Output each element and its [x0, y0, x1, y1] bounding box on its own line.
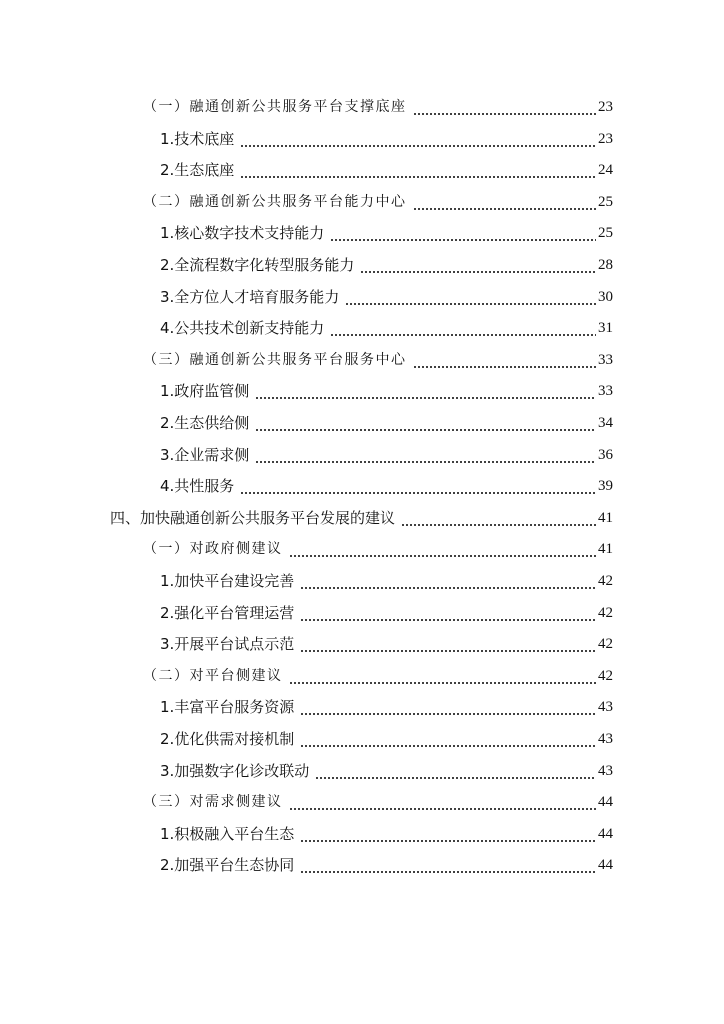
toc-entry-title: （三）对需求侧建议 — [143, 794, 283, 810]
toc-entry[interactable] — [143, 346, 613, 370]
toc-entry-page-number: 41 — [598, 510, 613, 526]
toc-entry-title: 4.共性服务 — [160, 477, 235, 495]
toc-entry[interactable] — [160, 851, 613, 875]
toc-entry-title: 2.加强平台生态协同 — [160, 856, 295, 874]
toc-entry-page-number: 42 — [598, 605, 613, 621]
toc-entry-page-number: 28 — [598, 257, 613, 273]
toc-entry-title: 1.积极融入平台生态 — [160, 825, 295, 843]
dot-leader — [240, 160, 596, 180]
toc-entry[interactable] — [160, 757, 613, 781]
toc-entry-page-number: 43 — [598, 731, 613, 747]
toc-entry[interactable] — [110, 504, 613, 528]
toc-entry-title: 3.企业需求侧 — [160, 446, 250, 464]
toc-entry-page-number: 44 — [598, 826, 613, 842]
toc-entry-page-number: 25 — [598, 225, 613, 241]
dot-leader — [300, 855, 596, 875]
toc-entry-title: 2.全流程数字化转型服务能力 — [160, 256, 355, 274]
toc-entry-page-number: 44 — [598, 794, 613, 810]
dot-leader — [289, 792, 597, 812]
toc-entry-title: 1.政府监管侧 — [160, 382, 250, 400]
toc-entry[interactable] — [143, 535, 613, 559]
toc-entry[interactable] — [160, 125, 613, 149]
toc-entry-title: 1.丰富平台服务资源 — [160, 698, 295, 716]
dot-leader — [401, 508, 596, 528]
toc-entry-page-number: 30 — [598, 289, 613, 305]
toc-entry-page-number: 42 — [598, 668, 613, 684]
toc-entry-page-number: 33 — [598, 352, 613, 368]
dot-leader — [289, 539, 597, 559]
toc-entry[interactable] — [160, 409, 613, 433]
toc-entry[interactable] — [160, 567, 613, 591]
toc-entry[interactable] — [160, 472, 613, 496]
toc-entry-page-number: 23 — [598, 99, 613, 115]
toc-entry-title: （一）对政府侧建议 — [143, 541, 283, 557]
toc-entry[interactable] — [160, 219, 613, 243]
toc-entry-title: 2.生态供给侧 — [160, 414, 250, 432]
toc-entry-page-number: 36 — [598, 447, 613, 463]
toc-entry-title: 1.技术底座 — [160, 130, 235, 148]
toc-entry[interactable] — [160, 377, 613, 401]
dot-leader — [240, 129, 596, 149]
toc-entry-title: （二）融通创新公共服务平台能力中心 — [143, 194, 407, 210]
dot-leader — [330, 223, 596, 243]
toc-entry-title: （一）融通创新公共服务平台支撑底座 — [143, 99, 407, 115]
toc-entry-title: 3.开展平台试点示范 — [160, 635, 295, 653]
toc-entry[interactable] — [160, 725, 613, 749]
toc-entry[interactable] — [160, 599, 613, 623]
dot-leader — [413, 97, 597, 117]
dot-leader — [300, 697, 596, 717]
toc-entry-page-number: 42 — [598, 636, 613, 652]
toc-entry[interactable] — [160, 441, 613, 465]
toc-entry[interactable] — [160, 251, 613, 275]
toc-entry[interactable] — [160, 314, 613, 338]
toc-entry-title: 4.公共技术创新支持能力 — [160, 319, 325, 337]
dot-leader — [300, 571, 596, 591]
toc-entry[interactable] — [143, 188, 613, 212]
toc-entry[interactable] — [143, 93, 613, 117]
dot-leader — [345, 287, 596, 307]
toc-entry-page-number: 23 — [598, 131, 613, 147]
toc-entry-page-number: 31 — [598, 320, 613, 336]
dot-leader — [330, 318, 596, 338]
toc-entry-title: 2.优化供需对接机制 — [160, 730, 295, 748]
toc-entry[interactable] — [160, 693, 613, 717]
dot-leader — [315, 761, 596, 781]
toc-entry[interactable] — [160, 156, 613, 180]
dot-leader — [255, 445, 596, 465]
toc-entry-title: 3.全方位人才培育服务能力 — [160, 288, 340, 306]
toc-entry-page-number: 42 — [598, 573, 613, 589]
toc-entry[interactable] — [143, 788, 613, 812]
dot-leader — [360, 255, 596, 275]
dot-leader — [300, 603, 596, 623]
toc-entry-page-number: 41 — [598, 541, 613, 557]
toc-entry-page-number: 33 — [598, 383, 613, 399]
toc-entry-page-number: 24 — [598, 162, 613, 178]
toc-entry-page-number: 25 — [598, 194, 613, 210]
toc-entry-title: 1.核心数字技术支持能力 — [160, 224, 325, 242]
dot-leader — [255, 381, 596, 401]
dot-leader — [413, 350, 597, 370]
dot-leader — [300, 634, 596, 654]
dot-leader — [300, 729, 596, 749]
dot-leader — [289, 666, 597, 686]
toc-entry-title: （二）对平台侧建议 — [143, 668, 283, 684]
toc-entry-title: 四、加快融通创新公共服务平台发展的建议 — [110, 509, 396, 527]
toc-entry-title: 1.加快平台建设完善 — [160, 572, 295, 590]
toc-entry-title: 3.加强数字化诊改联动 — [160, 762, 310, 780]
toc-entry-title: 2.生态底座 — [160, 161, 235, 179]
toc-entry-page-number: 34 — [598, 415, 613, 431]
toc-entry-page-number: 44 — [598, 857, 613, 873]
dot-leader — [413, 192, 597, 212]
toc-entry[interactable] — [160, 283, 613, 307]
toc-entry-page-number: 39 — [598, 478, 613, 494]
toc-entry-title: （三）融通创新公共服务平台服务中心 — [143, 352, 407, 368]
dot-leader — [255, 413, 596, 433]
toc-entry[interactable] — [160, 820, 613, 844]
dot-leader — [300, 824, 596, 844]
toc-entry-page-number: 43 — [598, 763, 613, 779]
toc-entry-page-number: 43 — [598, 699, 613, 715]
toc-entry[interactable] — [160, 630, 613, 654]
toc-entry-title: 2.强化平台管理运营 — [160, 604, 295, 622]
toc-entry[interactable] — [143, 662, 613, 686]
dot-leader — [240, 476, 596, 496]
